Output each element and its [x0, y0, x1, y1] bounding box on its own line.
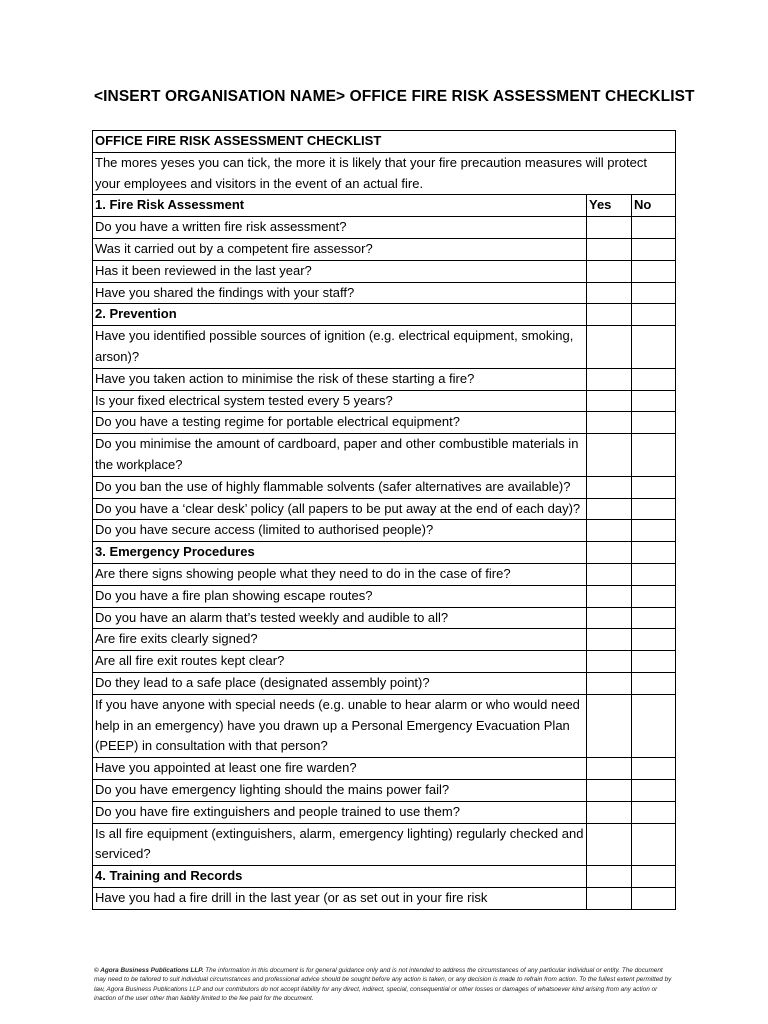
yes-checkbox-cell[interactable] — [587, 758, 632, 780]
question-row — [93, 390, 676, 412]
question-row — [93, 217, 676, 239]
question-row — [93, 651, 676, 673]
question-text: Do you have an alarm that’s tested weekly and audible to all? — [93, 607, 587, 629]
question-text: If you have anyone with special needs (e.g. unable to hear alarm or who would need help in an emergency) have you drawn up a Personal Emergency Evacuation Plan (PEEP) in consultation with that person? — [93, 694, 587, 757]
document-title: <INSERT ORGANISATION NAME> OFFICE FIRE RISK ASSESSMENT CHECKLIST — [94, 88, 695, 105]
yes-checkbox-cell[interactable] — [587, 326, 632, 369]
yes-checkbox-cell[interactable] — [587, 651, 632, 673]
question-text: Have you taken action to minimise the risk of these starting a fire? — [93, 368, 587, 390]
yes-checkbox-cell[interactable] — [587, 476, 632, 498]
question-text: Have you identified possible sources of ignition (e.g. electrical equipment, smoking, arson)? — [93, 326, 587, 369]
question-row — [93, 326, 676, 369]
question-row — [93, 758, 676, 780]
no-checkbox-cell[interactable] — [632, 694, 676, 757]
yes-checkbox-cell[interactable] — [587, 823, 632, 866]
no-checkbox-cell[interactable] — [632, 779, 676, 801]
no-checkbox-cell[interactable] — [632, 823, 676, 866]
no-checkbox-cell[interactable] — [632, 368, 676, 390]
no-checkbox-cell[interactable] — [632, 217, 676, 239]
no-checkbox-cell[interactable] — [632, 412, 676, 434]
question-text: Do you ban the use of highly flammable solvents (safer alternatives are available)? — [93, 476, 587, 498]
question-row — [93, 585, 676, 607]
question-row — [93, 412, 676, 434]
no-cell — [632, 304, 676, 326]
yes-checkbox-cell[interactable] — [587, 779, 632, 801]
copyright-footer — [94, 966, 674, 1003]
yes-cell — [587, 304, 632, 326]
no-checkbox-cell[interactable] — [632, 326, 676, 369]
question-text: Do you have secure access (limited to authorised people)? — [93, 520, 587, 542]
section-heading: 2. Prevention — [93, 304, 587, 326]
question-row — [93, 476, 676, 498]
yes-checkbox-cell[interactable] — [587, 217, 632, 239]
question-row — [93, 282, 676, 304]
no-checkbox-cell[interactable] — [632, 887, 676, 909]
yes-checkbox-cell[interactable] — [587, 434, 632, 477]
table-intro-row — [93, 152, 676, 195]
question-text: Are there signs showing people what they need to do in the case of fire? — [93, 563, 587, 585]
no-checkbox-cell[interactable] — [632, 801, 676, 823]
yes-checkbox-cell[interactable] — [587, 563, 632, 585]
no-checkbox-cell[interactable] — [632, 651, 676, 673]
no-cell — [632, 542, 676, 564]
yes-checkbox-cell[interactable] — [587, 801, 632, 823]
fire-risk-checklist-table — [92, 130, 676, 910]
no-checkbox-cell[interactable] — [632, 585, 676, 607]
yes-column-header: Yes — [587, 195, 632, 217]
question-text: Do you have a testing regime for portable electrical equipment? — [93, 412, 587, 434]
question-text: Is all fire equipment (extinguishers, alarm, emergency lighting) regularly checked and serviced? — [93, 823, 587, 866]
question-row — [93, 779, 676, 801]
question-text: Are fire exits clearly signed? — [93, 629, 587, 651]
question-text: Do you minimise the amount of cardboard, paper and other combustible materials in the workplace? — [93, 434, 587, 477]
no-checkbox-cell[interactable] — [632, 260, 676, 282]
no-checkbox-cell[interactable] — [632, 476, 676, 498]
question-row — [93, 887, 676, 909]
no-checkbox-cell[interactable] — [632, 607, 676, 629]
no-cell — [632, 866, 676, 888]
no-checkbox-cell[interactable] — [632, 434, 676, 477]
question-row — [93, 520, 676, 542]
question-row — [93, 629, 676, 651]
section-header-row — [93, 542, 676, 564]
yes-checkbox-cell[interactable] — [587, 672, 632, 694]
question-row — [93, 260, 676, 282]
yes-checkbox-cell[interactable] — [587, 607, 632, 629]
footer-company: © Agora Business Publications LLP. — [94, 967, 204, 974]
question-row — [93, 368, 676, 390]
no-checkbox-cell[interactable] — [632, 758, 676, 780]
yes-cell — [587, 866, 632, 888]
question-text: Do you have emergency lighting should the mains power fail? — [93, 779, 587, 801]
question-text: Do they lead to a safe place (designated assembly point)? — [93, 672, 587, 694]
section-heading: 4. Training and Records — [93, 866, 587, 888]
no-checkbox-cell[interactable] — [632, 238, 676, 260]
yes-cell — [587, 542, 632, 564]
question-text: Is your fixed electrical system tested every 5 years? — [93, 390, 587, 412]
yes-checkbox-cell[interactable] — [587, 887, 632, 909]
yes-checkbox-cell[interactable] — [587, 694, 632, 757]
yes-checkbox-cell[interactable] — [587, 498, 632, 520]
no-column-header: No — [632, 195, 676, 217]
question-text: Do you have fire extinguishers and people trained to use them? — [93, 801, 587, 823]
section-header-row — [93, 866, 676, 888]
question-text: Was it carried out by a competent fire assessor? — [93, 238, 587, 260]
section-heading: 3. Emergency Procedures — [93, 542, 587, 564]
question-text: Have you had a fire drill in the last year (or as set out in your fire risk — [93, 887, 587, 909]
question-row — [93, 823, 676, 866]
question-text: Do you have a ‘clear desk’ policy (all papers to be put away at the end of each day)? — [93, 498, 587, 520]
section-heading: 1. Fire Risk Assessment — [93, 195, 587, 217]
yes-checkbox-cell[interactable] — [587, 368, 632, 390]
yes-checkbox-cell[interactable] — [587, 390, 632, 412]
no-checkbox-cell[interactable] — [632, 629, 676, 651]
question-text: Do you have a written fire risk assessment? — [93, 217, 587, 239]
section-header-row — [93, 195, 676, 217]
no-checkbox-cell[interactable] — [632, 520, 676, 542]
question-row — [93, 563, 676, 585]
question-row — [93, 607, 676, 629]
table-title-row — [93, 131, 676, 153]
question-text: Has it been reviewed in the last year? — [93, 260, 587, 282]
section-header-row — [93, 304, 676, 326]
footer-disclaimer: The information in this document is for general guidance only and is not intended to address the circumstances of any particular individual or entity. The document may need to be tailored to suit individual circumstances and professional advice should be sought before any action is taken, or any decision is made to refrain from action. To the fullest extent permitted by law, Agora Business Publications LLP and our contributors do not accept liability for any direct, indirect, special, consequential or other losses or damages of whatsoever kind arising from any action or inaction of the user other than liability limited to the fee paid for the document. — [94, 967, 672, 1002]
question-row — [93, 434, 676, 477]
question-row — [93, 238, 676, 260]
question-row — [93, 498, 676, 520]
question-row — [93, 672, 676, 694]
yes-checkbox-cell[interactable] — [587, 629, 632, 651]
table-intro: The mores yeses you can tick, the more it is likely that your fire precaution measures will protect your employees and visitors in the event of an actual fire. — [93, 152, 676, 195]
yes-checkbox-cell[interactable] — [587, 238, 632, 260]
yes-checkbox-cell[interactable] — [587, 520, 632, 542]
no-checkbox-cell[interactable] — [632, 282, 676, 304]
yes-checkbox-cell[interactable] — [587, 282, 632, 304]
question-text: Do you have a fire plan showing escape routes? — [93, 585, 587, 607]
yes-checkbox-cell[interactable] — [587, 585, 632, 607]
yes-checkbox-cell[interactable] — [587, 260, 632, 282]
no-checkbox-cell[interactable] — [632, 498, 676, 520]
question-row — [93, 694, 676, 757]
yes-checkbox-cell[interactable] — [587, 412, 632, 434]
no-checkbox-cell[interactable] — [632, 390, 676, 412]
no-checkbox-cell[interactable] — [632, 563, 676, 585]
question-row — [93, 801, 676, 823]
question-text: Have you appointed at least one fire warden? — [93, 758, 587, 780]
question-text: Have you shared the findings with your staff? — [93, 282, 587, 304]
no-checkbox-cell[interactable] — [632, 672, 676, 694]
table-title: OFFICE FIRE RISK ASSESSMENT CHECKLIST — [93, 131, 676, 153]
question-text: Are all fire exit routes kept clear? — [93, 651, 587, 673]
